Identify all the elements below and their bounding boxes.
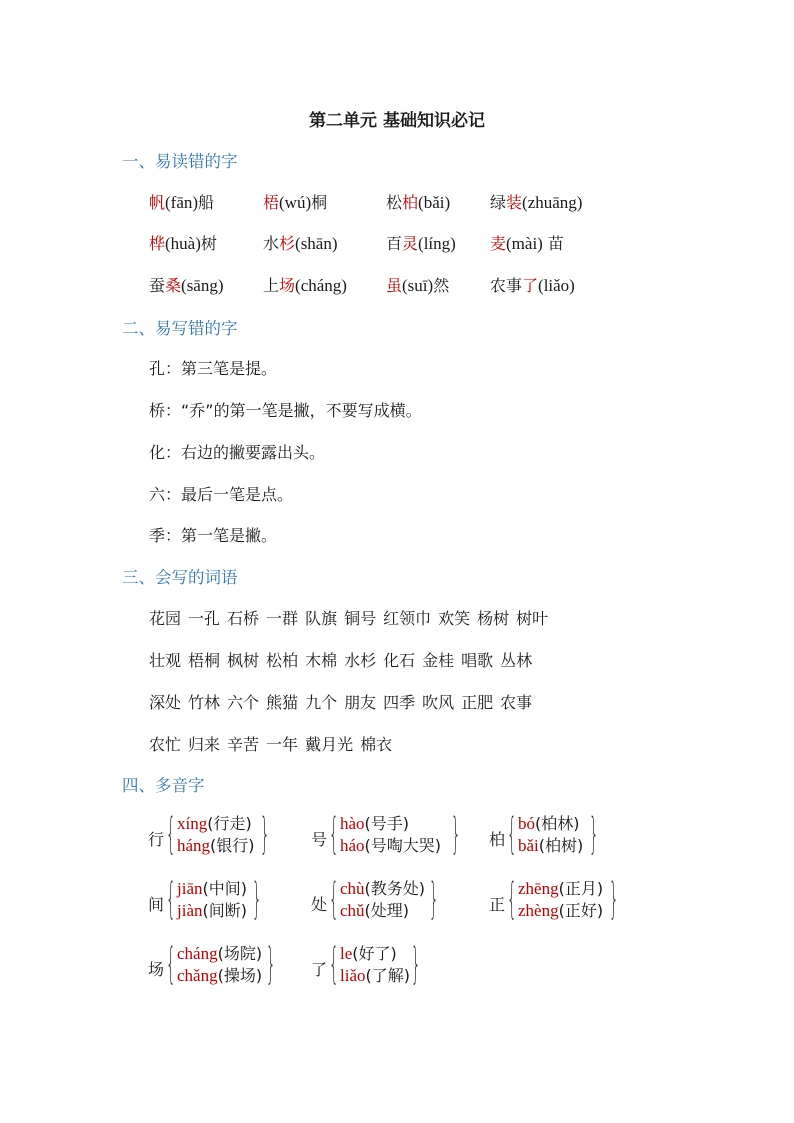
word: 一群 xyxy=(266,609,299,628)
easy-write-line: 化：右边的撇要露出头。 xyxy=(149,443,326,462)
page-title: 第二单元 基础知识必记 xyxy=(309,111,485,131)
word: 六个 xyxy=(227,693,260,712)
left-brace: { xyxy=(329,809,339,859)
word: 水杉 xyxy=(344,651,377,670)
easy-read-item: 蚕桑(sāng) xyxy=(149,276,224,295)
left-brace: { xyxy=(166,809,176,859)
word: 梧桐 xyxy=(188,651,221,670)
word: 丛林 xyxy=(500,651,533,670)
right-brace: } xyxy=(451,809,461,859)
section-heading-easy-write: 二、易写错的字 xyxy=(122,319,238,338)
easy-read-item: 松柏(bǎi) xyxy=(386,193,451,212)
word: 吹风 xyxy=(422,693,455,712)
word: 红领巾 xyxy=(383,609,432,628)
right-brace: } xyxy=(260,809,270,859)
left-brace: { xyxy=(166,939,176,989)
right-brace: } xyxy=(411,939,421,989)
word: 木棉 xyxy=(305,651,338,670)
easy-read-item: 麦(mài) 苗 xyxy=(490,234,564,253)
easy-read-item: 绿装(zhuāng) xyxy=(490,193,583,212)
words-row-2 xyxy=(149,648,539,671)
polyphone-char: 了 xyxy=(311,960,328,979)
word: 九个 xyxy=(305,693,338,712)
right-brace: } xyxy=(589,809,599,859)
word: 枫树 xyxy=(227,651,260,670)
left-brace: { xyxy=(329,939,339,989)
word: 四季 xyxy=(383,693,416,712)
word: 杨树 xyxy=(477,609,510,628)
word: 欢笑 xyxy=(438,609,471,628)
right-brace: } xyxy=(429,874,439,924)
polyphone-char: 柏 xyxy=(489,830,506,849)
word: 归来 xyxy=(188,735,221,754)
easy-read-item: 水杉(shān) xyxy=(263,234,338,253)
word: 深处 xyxy=(149,693,182,712)
easy-write-line: 六：最后一笔是点。 xyxy=(149,485,294,504)
polyphone-char: 号 xyxy=(311,830,328,849)
word: 农忙 xyxy=(149,735,182,754)
word: 树叶 xyxy=(516,609,549,628)
easy-read-item: 上场(cháng) xyxy=(263,276,347,295)
word: 金桂 xyxy=(422,651,455,670)
left-brace: { xyxy=(166,874,176,924)
words-row-4 xyxy=(149,732,399,755)
polyphone-char: 处 xyxy=(311,895,328,914)
section-heading-easy-read: 一、易读错的字 xyxy=(122,152,238,171)
easy-read-item: 桦(huà)树 xyxy=(149,234,217,253)
word: 队旗 xyxy=(305,609,338,628)
easy-read-item: 农事了(liǎo) xyxy=(490,276,575,295)
polyphone-char: 间 xyxy=(148,895,165,914)
easy-read-item: 虽(suī)然 xyxy=(386,276,450,295)
easy-write-line: 桥：“乔”的第一笔是撇，不要写成横。 xyxy=(149,401,422,420)
word: 一孔 xyxy=(188,609,221,628)
easy-write-line: 孔：第三笔是提。 xyxy=(149,359,278,378)
easy-read-item: 帆(fān)船 xyxy=(149,193,215,212)
word: 正肥 xyxy=(461,693,494,712)
right-brace: } xyxy=(266,939,276,989)
easy-read-item: 梧(wú)桐 xyxy=(263,193,328,212)
words-row-1 xyxy=(149,606,555,629)
word: 壮观 xyxy=(149,651,182,670)
word: 铜号 xyxy=(344,609,377,628)
left-brace: { xyxy=(507,809,517,859)
polyphone-char: 行 xyxy=(148,830,165,849)
word: 朋友 xyxy=(344,693,377,712)
word: 一年 xyxy=(266,735,299,754)
polyphone-char: 正 xyxy=(489,895,506,914)
word: 竹林 xyxy=(188,693,221,712)
word: 棉衣 xyxy=(360,735,393,754)
left-brace: { xyxy=(329,874,339,924)
left-brace: { xyxy=(507,874,517,924)
word: 石桥 xyxy=(227,609,260,628)
right-brace: } xyxy=(609,874,619,924)
section-heading-words: 三、会写的词语 xyxy=(122,568,238,587)
easy-write-line: 季：第一笔是撇。 xyxy=(149,526,278,545)
word: 戴月光 xyxy=(305,735,354,754)
word: 农事 xyxy=(500,693,533,712)
words-row-3 xyxy=(149,690,539,713)
word: 唱歌 xyxy=(461,651,494,670)
polyphone-char: 场 xyxy=(148,960,165,979)
word: 花园 xyxy=(149,609,182,628)
word: 辛苦 xyxy=(227,735,260,754)
right-brace: } xyxy=(252,874,262,924)
word: 化石 xyxy=(383,651,416,670)
word: 松柏 xyxy=(266,651,299,670)
easy-read-item: 百灵(líng) xyxy=(386,234,456,253)
section-heading-polyphones: 四、多音字 xyxy=(122,776,205,795)
word: 熊猫 xyxy=(266,693,299,712)
